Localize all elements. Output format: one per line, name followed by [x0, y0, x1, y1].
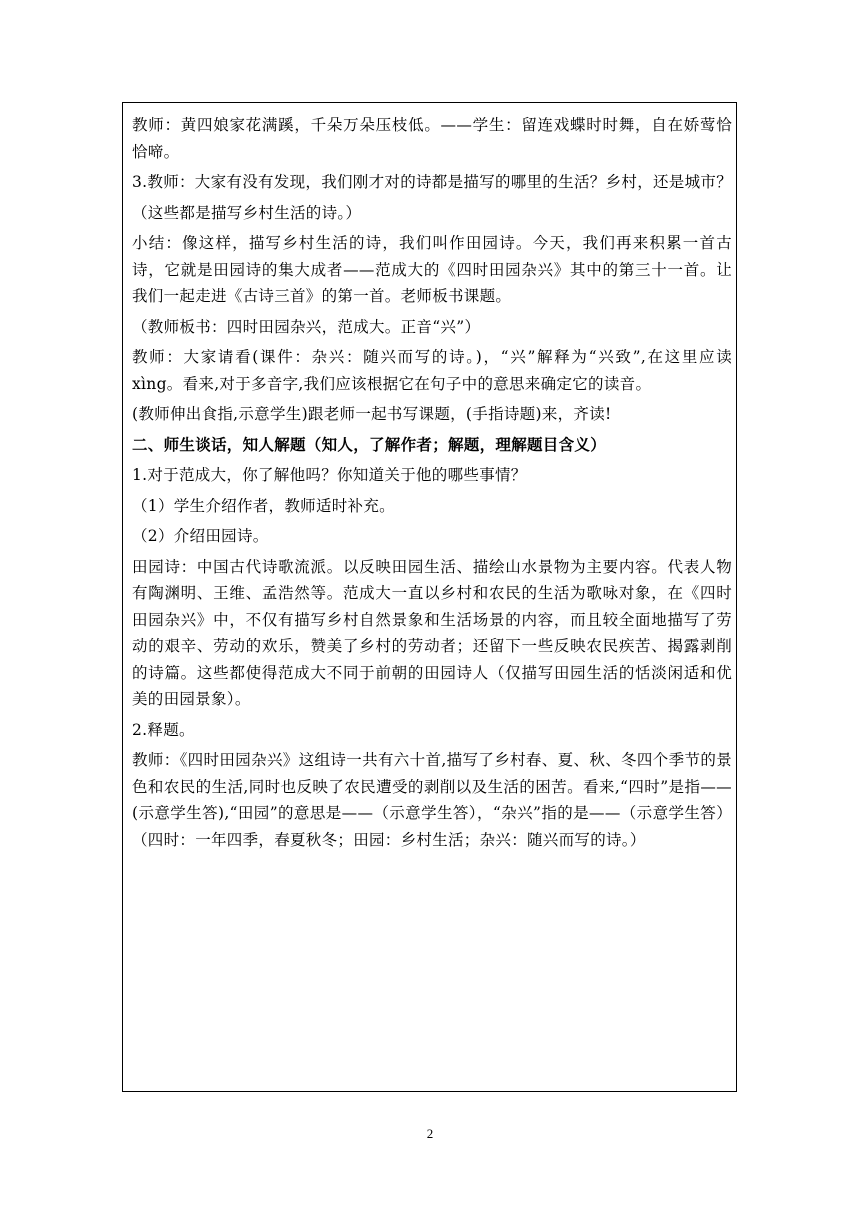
paragraph-question-3: 3.教师：大家有没有发现，我们刚才对的诗都是描写的哪里的生活？乡村，还是城市？: [132, 173, 732, 191]
paragraph-blackboard: （教师板书：四时田园杂兴，范成大。正音“兴”）: [132, 317, 481, 336]
paragraph-write-title: (教师伸出食指,示意学生)跟老师一起书写课题，(手指诗题)来，齐读!: [132, 405, 612, 423]
paragraph-answer-rural: （这些都是描写乡村生活的诗。）: [132, 203, 362, 222]
section-heading-2: 二、师生谈话，知人解题（知人，了解作者；解题，理解题目含义）: [132, 434, 607, 454]
paragraph-step-1: （1）学生介绍作者，教师适时补充。: [132, 496, 395, 515]
paragraph-pronunciation: 教师：大家请看(课件：杂兴：随兴而写的诗。)，“兴”解释为“兴致”,在这里应读 xìng。看来,对于多音字,我们应该根据它在句子中的意思来确定它的读音。: [132, 348, 732, 393]
page-number: 2: [426, 1126, 434, 1141]
paragraph-question-about-author: 1.对于范成大，你了解他吗？你知道关于他的哪些事情？: [132, 466, 527, 484]
document-body: [132, 112, 732, 857]
paragraph-pastoral-poetry: 田园诗：中国古代诗歌流派。以反映田园生活、描绘山水景物为主要内容。代表人物有陶渊明、王维、孟浩然等。范成大一直以乡村和农民的生活为歌咏对象，在《四时田园杂兴》中，不仅有描写乡村自然景象和生活场景的内容，而且较全面地描写了劳动的艰辛、劳动的欢乐，赞美了乡村的劳动者；还留下一些反映农民疾苦、揭露剥削的诗篇。这些都使得范成大不同于前朝的田园诗人（仅描写田园生活的恬淡闲适和优美的田园景象）。: [132, 557, 732, 708]
paragraph-dialogue-poem: 教师：黄四娘家花满蹊，千朵万朵压枝低。——学生：留连戏蝶时时舞，自在娇莺恰恰啼。: [132, 116, 732, 161]
paragraph-explain-title: 2.释题。: [132, 720, 195, 739]
paragraph-title-meaning: 教师：《四时田园杂兴》这组诗一共有六十首,描写了乡村春、夏、秋、冬四个季节的景色和农民的生活,同时也反映了农民遭受的剥削以及生活的困苦。看来,“四时”是指——(示意学生答),“田园”的意思是——（示意学生答），“杂兴”指的是——（示意学生答）（四时：一年四季，春夏秋冬；田园：乡村生活；杂兴：随兴而写的诗。）: [132, 751, 732, 849]
paragraph-summary: 小结：像这样，描写乡村生活的诗，我们叫作田园诗。今天，我们再来积累一首古诗，它就是田园诗的集大成者——范成大的《四时田园杂兴》其中的第三十一首。让我们一起走进《古诗三首》的第一首。老师板书课题。: [132, 234, 732, 305]
paragraph-step-2: （2）介绍田园诗。: [132, 527, 269, 545]
